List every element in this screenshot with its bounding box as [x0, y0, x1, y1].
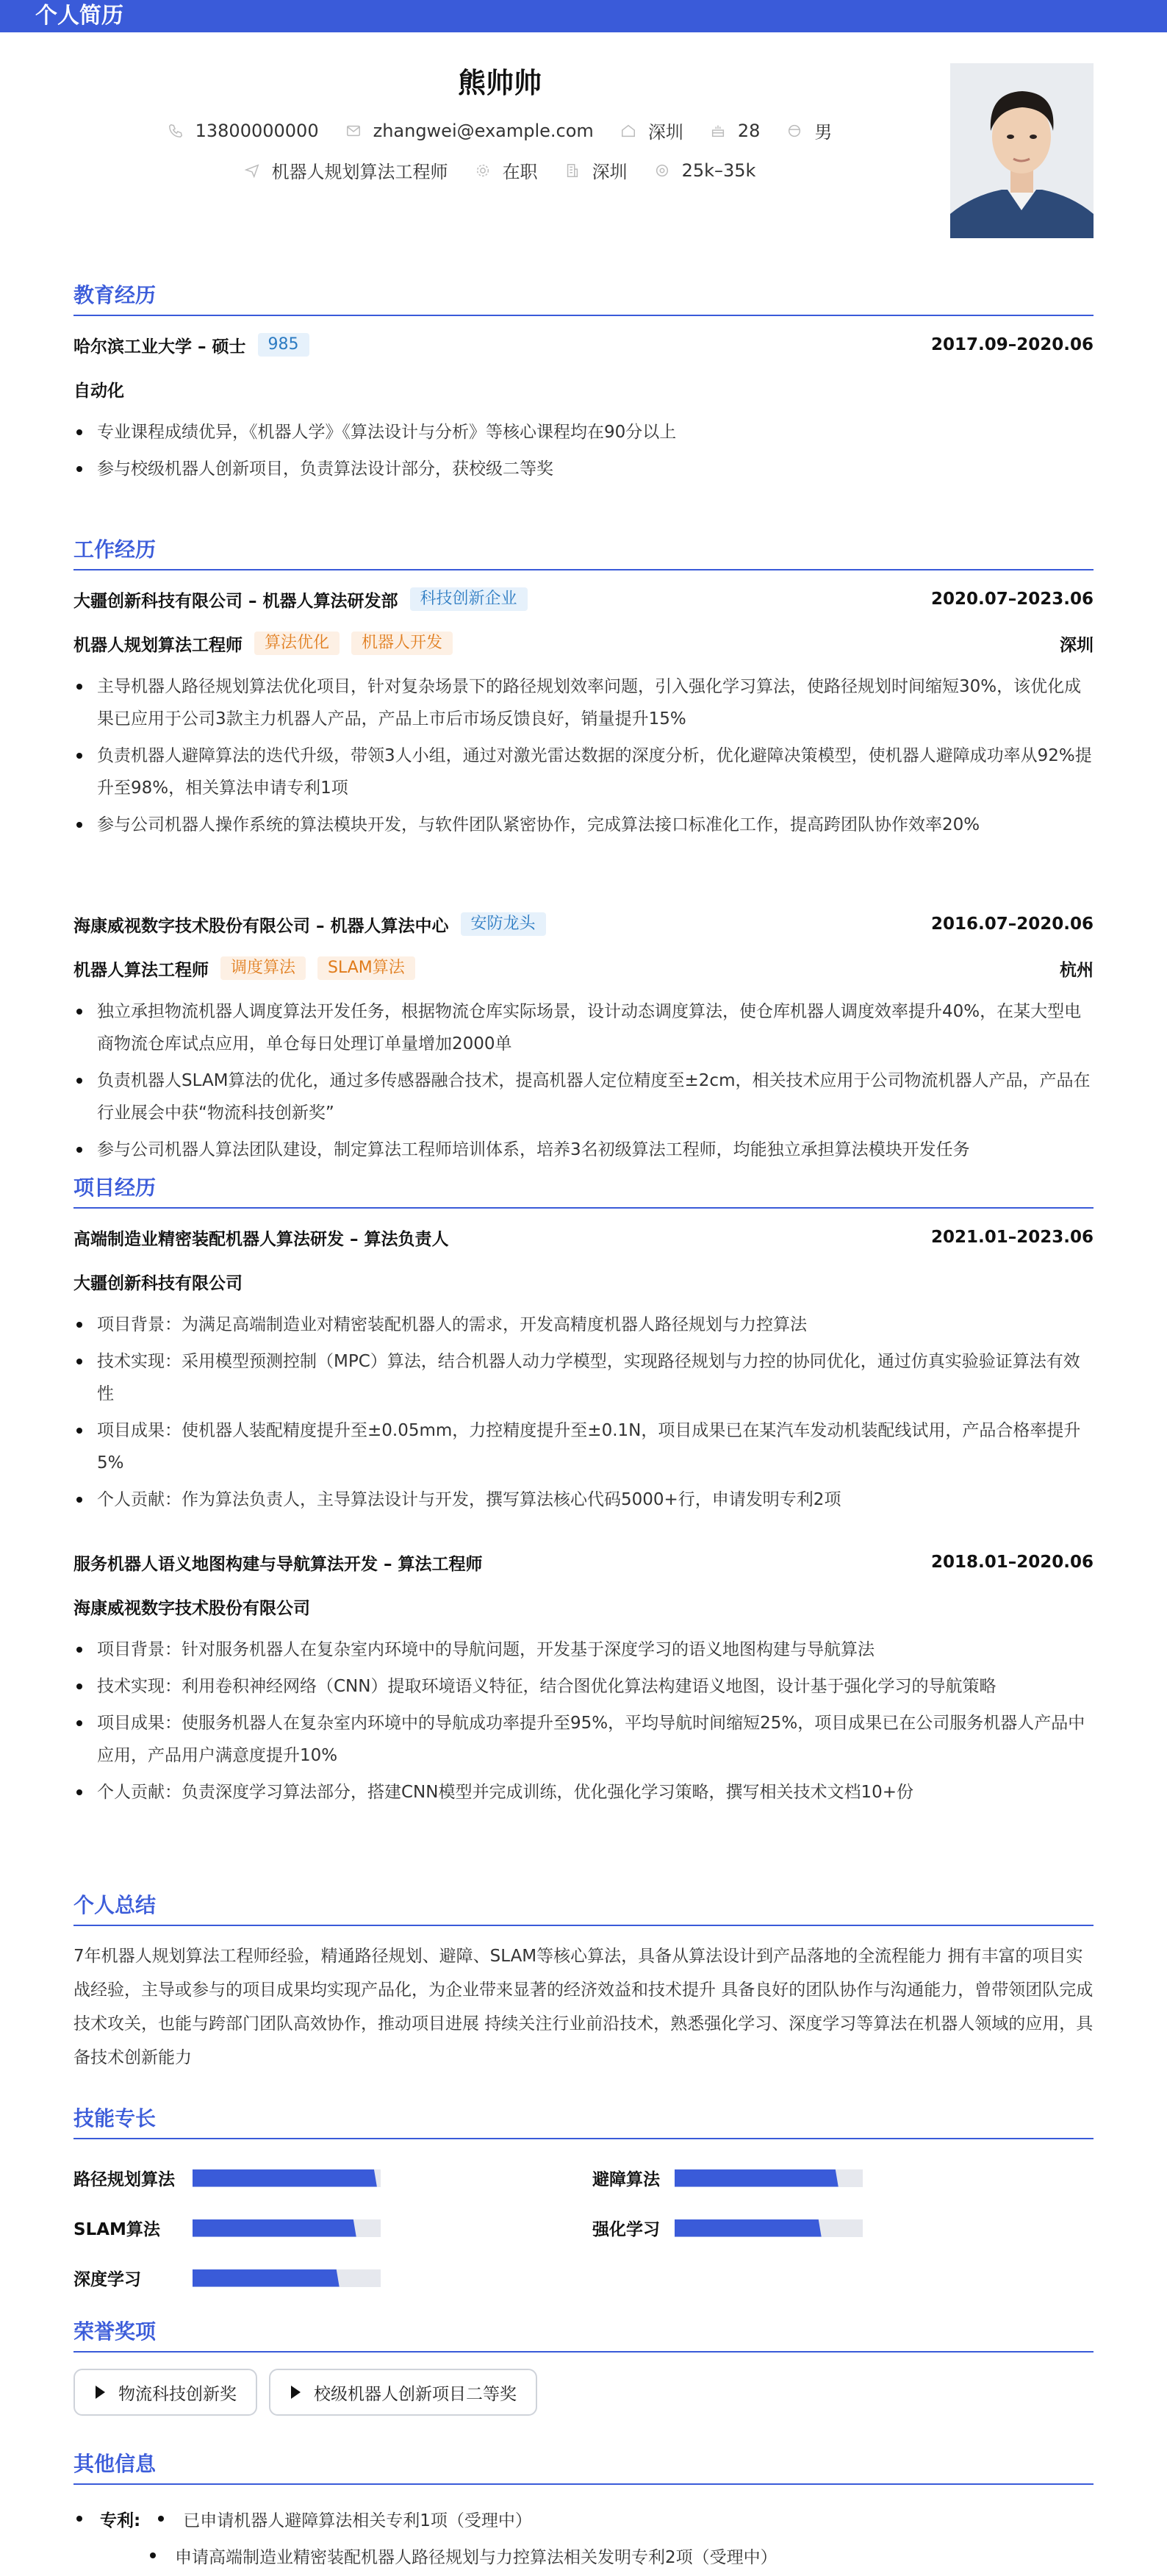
skill-bar [193, 2169, 381, 2187]
skill-tag: SLAM算法 [317, 956, 415, 980]
home-icon [620, 123, 636, 139]
company-name: 大疆创新科技有限公司 – 机器人算法研发部 [73, 591, 398, 611]
major-row [73, 376, 1094, 401]
project-bullets [73, 1309, 1094, 1520]
skill-name: 强化学习 [592, 2220, 660, 2239]
job-city: 杭州 [1060, 960, 1094, 980]
skill-tag: 机器人开发 [351, 632, 453, 655]
job-head-row [73, 912, 1094, 937]
gender-text: 男 [814, 122, 833, 143]
skill-item [73, 2216, 381, 2240]
resume-page [73, 32, 1094, 2567]
projects-section [73, 1175, 1094, 1802]
list-item: 专业课程成绩优异，《机器人学》《算法设计与分析》等核心课程均在90分以上 [73, 416, 1094, 448]
age-item [710, 121, 761, 141]
job-city: 深圳 [1060, 635, 1094, 655]
target-city-text: 深圳 [592, 162, 628, 182]
work-title: 工作经历 [73, 537, 1094, 570]
person-face-icon [786, 123, 802, 139]
project-org: 大疆创新科技有限公司 [73, 1273, 243, 1293]
job-role-row [73, 631, 1094, 656]
skill-tag: 调度算法 [220, 956, 306, 980]
project-org: 海康威视数字技术股份有限公司 [73, 1598, 310, 1618]
job-period: 2020.07–2023.06 [930, 590, 1094, 609]
bullet-dot [76, 2516, 82, 2522]
skill-bar [193, 2269, 381, 2287]
skill-name: 路径规划算法 [73, 2170, 175, 2189]
profile-header [73, 32, 1094, 268]
list-item: 独立承担物流机器人调度算法开发任务，根据物流仓库实际场景，设计动态调度算法，使仓库机器人调度效率提升40%，在某大型电商物流仓库试点应用，单仓每日处理订单量增加2000单 [73, 995, 1094, 1060]
target-city-item [564, 157, 628, 183]
phone-icon [168, 123, 184, 139]
other-section [73, 2451, 1094, 2567]
list-item: 主导机器人路径规划算法优化项目，针对复杂场景下的路径规划效率问题，引入强化学习算法，使路径规划时间缩短30%，该优化成果已应用于公司3款主力机器人产品，产品上市后市场反馈良好，销量提升15% [73, 670, 1094, 735]
summary-section [73, 1892, 1094, 2067]
bullet-dot [158, 2516, 164, 2522]
education-head-row [73, 332, 1094, 357]
skill-bar-fill [675, 2169, 839, 2187]
list-item: 技术实现：利用卷积神经网络（CNN）提取环境语义特征，结合图优化算法构建语义地图，设计基于强化学习的导航策略 [73, 1670, 1094, 1703]
list-item: 参与公司机器人操作系统的算法模块开发，与软件团队紧密协作，完成算法接口标准化工作，提高跨团队协作效率20% [73, 809, 1094, 841]
bullet-dot [150, 2552, 156, 2558]
award-text: 物流科技创新奖 [118, 2384, 237, 2404]
profile-photo [950, 63, 1094, 238]
salary-text: 25k–35k [681, 160, 756, 181]
hometown-text: 深圳 [647, 122, 683, 143]
target-job-item [244, 157, 448, 183]
projects-title: 项目经历 [73, 1175, 1094, 1209]
status-item [475, 157, 538, 183]
other-title: 其他信息 [73, 2451, 1094, 2485]
company-name: 海康威视数字技术股份有限公司 – 机器人算法中心 [73, 916, 449, 936]
skill-item [592, 2216, 863, 2240]
project-head-row [73, 1550, 1094, 1575]
list-item: 负责机器人SLAM算法的优化，通过多传感器融合技术，提高机器人定位精度至±2cm，相关技术应用于公司物流机器人产品，产品在行业展会中获“物流科技创新奖” [73, 1065, 1094, 1129]
list-item: 项目成果：使机器人装配精度提升至±0.05mm，力控精度提升至±0.1N，项目成果已在某汽车发动机装配线试用，产品合格率提升5% [73, 1414, 1094, 1479]
list-item: 项目背景：针对服务机器人在复杂室内环境中的导航问题，开发基于深度学习的语义地图构建与导航算法 [73, 1634, 1094, 1666]
project-name: 服务机器人语义地图构建与导航算法开发 – 算法工程师 [73, 1554, 483, 1574]
skill-bar [193, 2219, 381, 2237]
job-period: 2016.07–2020.06 [930, 915, 1094, 934]
summary-title: 个人总结 [73, 1892, 1094, 1926]
list-item: 参与公司机器人算法团队建设，制定算法工程师培训体系，培养3名初级算法工程师，均能独立承担算法模块开发任务 [73, 1134, 1094, 1166]
cake-icon [710, 123, 726, 139]
project-name: 高端制造业精密装配机器人算法研发 – 算法负责人 [73, 1229, 449, 1249]
patent-row [73, 2541, 1094, 2570]
email-text: zhangwei@example.com [373, 120, 594, 141]
education-period: 2017.09–2020.06 [930, 335, 1094, 354]
award-text: 校级机器人创新项目二等奖 [314, 2384, 517, 2404]
age-text: 28 [737, 120, 761, 141]
list-item: 技术实现：采用模型预测控制（MPC）算法，结合机器人动力学模型，实现路径规划与力控的协同优化，通过仿真实验验证算法有效性 [73, 1345, 1094, 1410]
skill-bar [675, 2219, 863, 2237]
job-role: 机器人规划算法工程师 [73, 635, 243, 655]
coin-icon [654, 162, 670, 179]
award-chip [73, 2369, 257, 2416]
project-period: 2021.01–2023.06 [930, 1228, 1094, 1247]
gender-item [786, 118, 832, 143]
skill-item [73, 2166, 381, 2190]
skill-bar [675, 2169, 863, 2187]
phone-text: 13800000000 [195, 120, 319, 141]
skill-item [592, 2166, 863, 2190]
major-name: 自动化 [73, 381, 124, 401]
awards-section [73, 2319, 1094, 2404]
summary-text: 7年机器人规划算法工程师经验，精通路径规划、避障、SLAM等核心算法，具备从算法设计到产品落地的全流程能力 拥有丰富的项目实战经验，主导或参与的项目成果均实现产品化，为企业带来显著的经济效益和技术提升 具备良好的团队协作与沟通能力，曾带领团队完成技术攻关，也能与跨部门团队高效协作，推动项目进展 持续关注行业前沿技术，熟悉强化学习、深度学习等算法在机器人领域的应用，具备技术创新能力 [73, 1947, 1094, 2067]
project-org-row [73, 1594, 1094, 1619]
skill-bar-fill [675, 2219, 822, 2237]
list-item: 参与校级机器人创新项目，负责算法设计部分，获校级二等奖 [73, 453, 1094, 485]
skill-bar-fill [193, 2169, 377, 2187]
project-head-row [73, 1225, 1094, 1250]
education-section [73, 282, 1094, 479]
skills-section [73, 2105, 1094, 2289]
job-bullets [73, 670, 1094, 845]
top-banner [0, 0, 1167, 32]
list-item: 个人贡献：负责深度学习算法部分，搭建CNN模型并完成训练，优化强化学习策略，撰写相关技术文档10+份 [73, 1776, 1094, 1808]
skill-bar-fill [193, 2219, 356, 2237]
skill-name: SLAM算法 [73, 2220, 160, 2239]
skill-item [73, 2266, 381, 2290]
patent-label: 专利: [100, 2511, 141, 2530]
award-chip [269, 2369, 537, 2416]
company-tag: 科技创新企业 [410, 587, 528, 611]
skill-bar-fill [193, 2269, 340, 2287]
job-role-row [73, 956, 1094, 981]
phone-item [168, 121, 319, 141]
project-period: 2018.01–2020.06 [930, 1553, 1094, 1572]
email-item [345, 121, 594, 141]
job-bullets [73, 995, 1094, 1170]
patent-item: 申请高端制造业精密装配机器人路径规划与力控算法相关发明专利2项（受理中） [175, 2547, 778, 2567]
school-name: 哈尔滨工业大学 – 硕士 [73, 337, 246, 357]
job-role: 机器人算法工程师 [73, 960, 209, 980]
company-tag: 安防龙头 [461, 912, 546, 936]
skills-title: 技能专长 [73, 2105, 1094, 2139]
play-triangle-icon [291, 2386, 301, 2399]
candidate-name: 熊帅帅 [457, 67, 542, 99]
education-bullets [73, 416, 1094, 490]
gear-icon [475, 162, 491, 179]
salary-item [654, 160, 756, 181]
play-triangle-icon [96, 2386, 105, 2399]
job-intent-line [73, 157, 926, 183]
resume-banner-title: 个人简历 [35, 3, 123, 29]
awards-title: 荣誉奖项 [73, 2319, 1094, 2353]
list-item: 项目背景：为满足高端制造业对精密装配机器人的需求，开发高精度机器人路径规划与力控算法 [73, 1309, 1094, 1341]
paper-plane-icon [244, 162, 260, 179]
work-section [73, 537, 1094, 1159]
list-item: 个人贡献：作为算法负责人，主导算法设计与开发，撰写算法核心代码5000+行，申请发明专利2项 [73, 1484, 1094, 1516]
hometown-item [620, 118, 683, 143]
education-title: 教育经历 [73, 282, 1094, 316]
status-text: 在职 [502, 162, 538, 182]
patent-row [73, 2504, 1094, 2533]
list-item: 负责机器人避障算法的迭代升级，带领3人小组，通过对激光雷达数据的深度分析，优化避障决策模型，使机器人避障成功率从92%提升至98%，相关算法申请专利1项 [73, 740, 1094, 804]
mail-icon [345, 123, 362, 139]
job-head-row [73, 587, 1094, 612]
building-icon [564, 162, 581, 179]
contact-line [73, 118, 926, 143]
skill-name: 避障算法 [592, 2170, 660, 2189]
project-bullets [73, 1634, 1094, 1813]
list-item: 项目成果：使服务机器人在复杂室内环境中的导航成功率提升至95%，平均导航时间缩短25%，项目成果已在公司服务机器人产品中应用，产品用户满意度提升10% [73, 1707, 1094, 1772]
skill-tag: 算法优化 [254, 632, 340, 655]
skill-name: 深度学习 [73, 2270, 141, 2289]
project-org-row [73, 1269, 1094, 1294]
target-job-text: 机器人规划算法工程师 [271, 162, 448, 182]
school-tag: 985 [258, 333, 309, 357]
patent-item: 已申请机器人避障算法相关专利1项（受理中） [183, 2511, 532, 2530]
